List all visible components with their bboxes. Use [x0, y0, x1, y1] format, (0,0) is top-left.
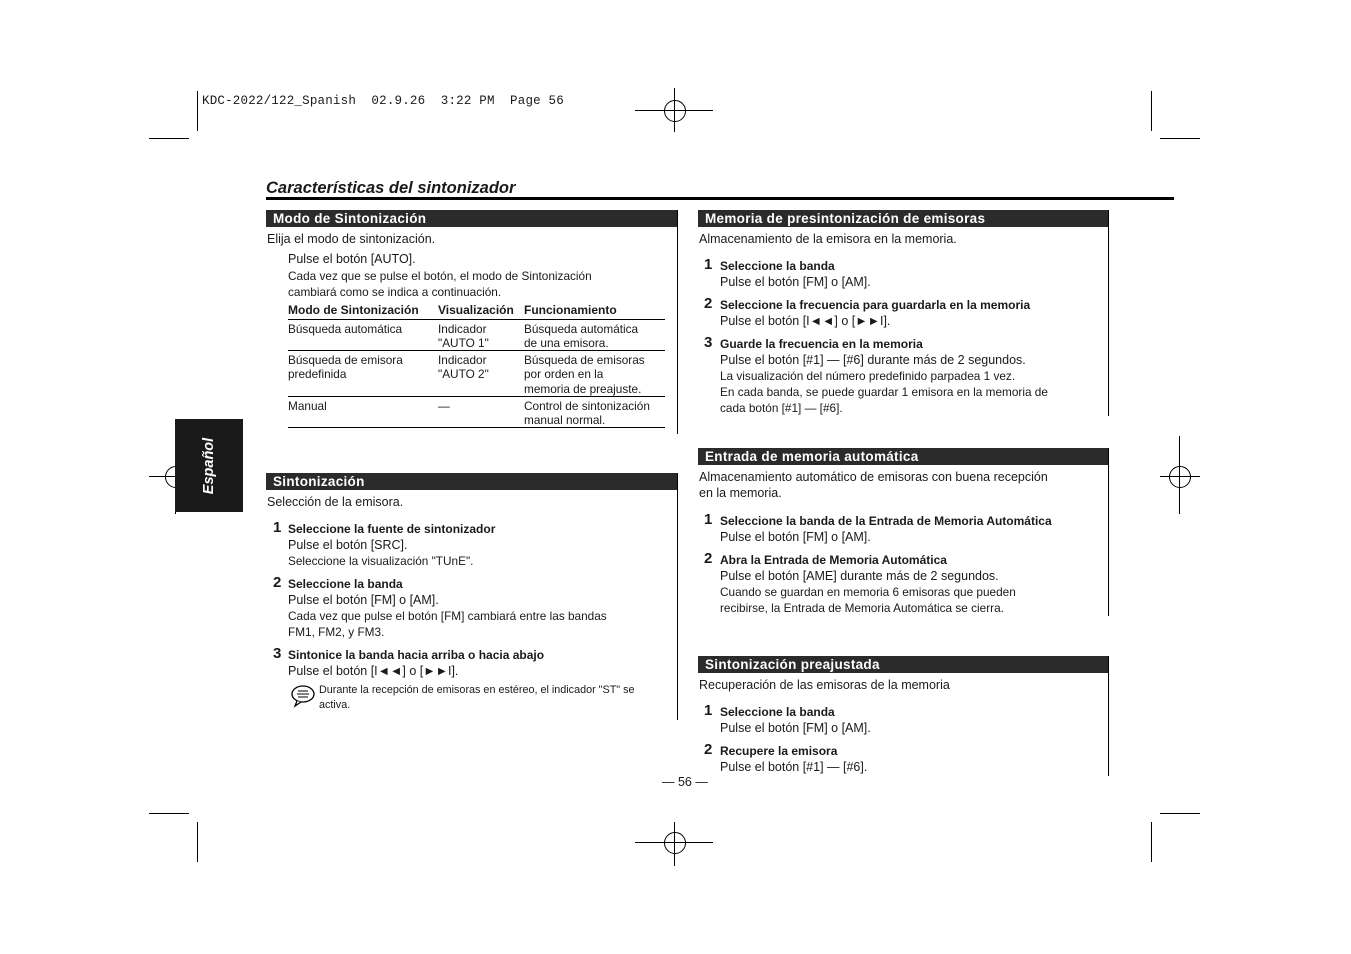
section-heading-ame: Entrada de memoria automática: [698, 448, 1109, 465]
table-cell: Búsqueda automática: [288, 322, 403, 336]
step-title: Guarde la frecuencia en la memoria: [720, 337, 923, 351]
pre-intro: Recuperación de las emisoras de la memoria: [699, 678, 950, 692]
step-text: recibirse, la Entrada de Memoria Automática se cierra.: [720, 601, 1004, 615]
table-cell: "AUTO 2": [438, 367, 489, 381]
crop-mark: [1151, 91, 1152, 131]
crop-mark: [1160, 138, 1200, 139]
step-text: Cuando se guardan en memoria 6 emisoras que pueden: [720, 585, 1016, 599]
step-number: 1: [704, 256, 713, 273]
table-cell: Manual: [288, 399, 327, 413]
language-tab-label: Español: [201, 437, 217, 494]
page-title: Características del sintonizador: [266, 179, 516, 197]
title-rule: [266, 197, 1174, 200]
table-cell: Búsqueda de emisoras: [524, 353, 645, 367]
modo-step: Pulse el botón [AUTO].: [288, 252, 416, 266]
column-rule: [677, 210, 678, 434]
column-rule: [1108, 210, 1109, 416]
step-number: 1: [704, 702, 713, 719]
sint-intro: Selección de la emisora.: [267, 495, 404, 509]
table-header: Funcionamiento: [524, 303, 617, 317]
note-text: activa.: [319, 699, 351, 711]
step-text: Pulse el botón [FM] o [AM].: [720, 275, 871, 289]
language-tab: [175, 419, 243, 512]
crop-mark: [1160, 813, 1200, 814]
section-heading-modo: Modo de Sintonización: [266, 210, 678, 227]
table-rule: [288, 350, 665, 351]
step-number: 2: [273, 574, 282, 591]
modo-desc: cambiará como se indica a continuación.: [288, 285, 502, 299]
step-text: Pulse el botón [FM] o [AM].: [288, 593, 439, 607]
print-header: KDC-2022/122_Spanish 02.9.26 3:22 PM Page 56: [202, 94, 564, 108]
crop-mark: [197, 822, 198, 862]
step-text: cada botón [#1] — [#6].: [720, 401, 843, 415]
step-text: Pulse el botón [FM] o [AM].: [720, 721, 871, 735]
step-number: 1: [273, 519, 282, 536]
table-header: Visualización: [438, 303, 514, 317]
section-heading-sintonizacion: Sintonización: [266, 473, 678, 490]
ame-intro: en la memoria.: [699, 486, 782, 500]
table-rule: [288, 319, 665, 320]
step-text: Seleccione la visualización "TUnE".: [288, 554, 474, 568]
crop-mark: [1151, 822, 1152, 862]
crop-mark: [197, 91, 198, 131]
column-rule: [1108, 656, 1109, 776]
step-title: Recupere la emisora: [720, 744, 838, 758]
step-text: Pulse el botón [#1] — [#6].: [720, 760, 868, 774]
step-number: 3: [704, 334, 713, 351]
step-text: Pulse el botón [I◄◄] o [►►I].: [288, 664, 459, 678]
step-title: Seleccione la banda: [720, 259, 835, 273]
step-text: FM1, FM2, y FM3.: [288, 625, 385, 639]
table-rule: [288, 396, 665, 397]
crop-mark: [149, 138, 189, 139]
table-rule: [288, 427, 665, 428]
step-title: Sintonice la banda hacia arriba o hacia abajo: [288, 648, 545, 662]
step-number: 2: [704, 550, 713, 567]
step-number: 1: [704, 511, 713, 528]
column-rule: [677, 473, 678, 720]
step-text: En cada banda, se puede guardar 1 emisora en la memoria de: [720, 385, 1048, 399]
step-text: Pulse el botón [AME] durante más de 2 segundos.: [720, 569, 999, 583]
table-cell: Control de sintonización: [524, 399, 650, 413]
table-cell: —: [438, 399, 450, 413]
table-cell: manual normal.: [524, 413, 606, 427]
step-text: Pulse el botón [FM] o [AM].: [720, 530, 871, 544]
crop-mark: [149, 813, 189, 814]
modo-intro: Elija el modo de sintonización.: [267, 232, 436, 246]
mem-intro: Almacenamiento de la emisora en la memoria.: [699, 232, 957, 246]
page-number: — 56 —: [662, 775, 708, 789]
table-cell: "AUTO 1": [438, 336, 489, 350]
table-cell: Búsqueda automática: [524, 322, 639, 336]
step-text: Cada vez que pulse el botón [FM] cambiará entre las bandas: [288, 609, 607, 623]
step-number: 2: [704, 295, 713, 312]
step-text: La visualización del número predefinido parpadea 1 vez.: [720, 369, 1016, 383]
ame-intro: Almacenamiento automático de emisoras con buena recepción: [699, 470, 1048, 484]
table-cell: Indicador: [438, 322, 487, 336]
modo-desc: Cada vez que se pulse el botón, el modo de Sintonización: [288, 269, 592, 283]
step-title: Seleccione la frecuencia para guardarla en la memoria: [720, 298, 1031, 312]
step-title: Abra la Entrada de Memoria Automática: [720, 553, 947, 567]
column-rule: [1108, 448, 1109, 616]
table-header: Modo de Sintonización: [288, 303, 419, 317]
table-cell: Indicador: [438, 353, 487, 367]
table-cell: por orden en la: [524, 367, 604, 381]
step-title: Seleccione la fuente de sintonizador: [288, 522, 496, 536]
step-number: 2: [704, 741, 713, 758]
step-text: Pulse el botón [#1] — [#6] durante más de 2 segundos.: [720, 353, 1026, 367]
section-heading-preajustada: Sintonización preajustada: [698, 656, 1109, 673]
step-text: Pulse el botón [I◄◄] o [►►I].: [720, 314, 891, 328]
table-cell: Búsqueda de emisora: [288, 353, 403, 367]
table-cell: predefinida: [288, 367, 347, 381]
table-cell: memoria de preajuste.: [524, 382, 642, 396]
step-title: Seleccione la banda: [288, 577, 403, 591]
step-number: 3: [273, 645, 282, 662]
step-title: Seleccione la banda: [720, 705, 835, 719]
step-text: Pulse el botón [SRC].: [288, 538, 408, 552]
section-heading-memoria: Memoria de presintonización de emisoras: [698, 210, 1109, 227]
note-text: Durante la recepción de emisoras en estéreo, el indicador "ST" se: [319, 684, 635, 696]
note-icon: [290, 684, 316, 708]
table-cell: de una emisora.: [524, 336, 609, 350]
step-title: Seleccione la banda de la Entrada de Memoria Automática: [720, 514, 1052, 528]
